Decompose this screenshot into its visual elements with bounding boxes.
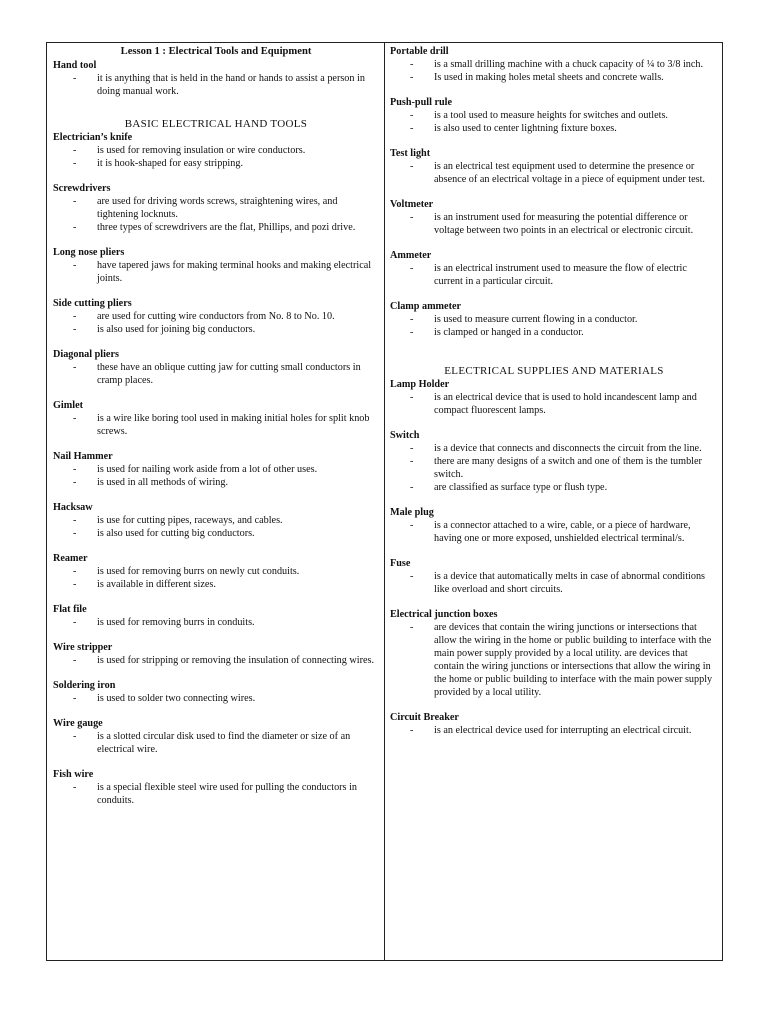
item-text: is a wire like boring tool used in making initial holes for split knob screws. — [97, 413, 370, 437]
item-text: is used in all methods of wiring. — [97, 477, 229, 488]
dash-bullet: - — [410, 571, 414, 582]
entry-title: Wire gauge — [53, 718, 103, 729]
entry-items — [53, 195, 379, 234]
list-item — [53, 781, 379, 807]
list-item — [390, 442, 718, 455]
entry-items — [53, 514, 379, 540]
list-item — [53, 144, 379, 157]
entry — [53, 399, 379, 438]
entry-title: Reamer — [53, 553, 88, 564]
dash-bullet: - — [410, 443, 414, 454]
item-text: is a device that automatically melts in case of abnormal conditions like overload and short circuits. — [434, 571, 706, 595]
entry — [53, 552, 379, 591]
list-item — [53, 412, 379, 438]
list-item — [53, 476, 379, 489]
dash-bullet: - — [73, 196, 77, 207]
list-item — [53, 259, 379, 285]
list-item — [53, 310, 379, 323]
entry — [390, 198, 718, 237]
entry-items — [390, 519, 718, 545]
list-item — [390, 724, 718, 737]
right-entries-list — [390, 45, 718, 339]
list-item — [53, 361, 379, 387]
lesson-title: Lesson 1 : Electrical Tools and Equipment — [120, 46, 312, 57]
dash-bullet: - — [73, 464, 77, 475]
entry-title: Electrical junction boxes — [390, 609, 498, 620]
dash-bullet: - — [73, 731, 77, 742]
item-text: it is anything that is held in the hand or hands to assist a person in doing manual work. — [97, 73, 365, 97]
list-item — [390, 262, 718, 288]
dash-bullet: - — [410, 72, 414, 83]
entry-title: Hacksaw — [53, 502, 93, 513]
item-text: is used for stripping or removing the insulation of connecting wires. — [97, 655, 374, 666]
dash-bullet: - — [410, 110, 414, 121]
item-text: are devices that contain the wiring junctions or intersections that allow the wiring in the home or public building to interface with the main power supply provided by a local utility. are devices that contain the wiring junctions or intersections that allow the wiring in the home or public building to interface with the main power supply provided by a local utility. — [434, 622, 713, 698]
item-text: is a device that connects and disconnects the circuit from the line. — [434, 443, 702, 454]
dash-bullet: - — [73, 693, 77, 704]
entry-items — [53, 616, 379, 629]
entry-title: Fuse — [390, 558, 411, 569]
entry — [390, 96, 718, 135]
entry — [390, 249, 718, 288]
list-item — [390, 481, 718, 494]
dash-bullet: - — [73, 413, 77, 424]
entry — [53, 348, 379, 387]
item-text: is a slotted circular disk used to find the diameter or size of an electrical wire. — [97, 731, 351, 755]
list-item — [390, 519, 718, 545]
dash-bullet: - — [73, 528, 77, 539]
item-text: these have an oblique cutting jaw for cutting small conductors in cramp places. — [97, 362, 361, 386]
entry — [390, 608, 718, 699]
dash-bullet: - — [73, 324, 77, 335]
item-text: is used for removing burrs on newly cut conduits. — [97, 566, 300, 577]
entry-items — [53, 730, 379, 756]
basic-tools-heading: BASIC ELECTRICAL HAND TOOLS — [124, 118, 308, 130]
item-text: are used for cutting wire conductors from No. 8 to No. 10. — [97, 311, 335, 322]
entry-title: Long nose pliers — [53, 247, 125, 258]
item-text: Is used in making holes metal sheets and concrete walls. — [434, 72, 664, 83]
dash-bullet: - — [410, 263, 414, 274]
list-item — [390, 122, 718, 135]
dash-bullet: - — [73, 617, 77, 628]
entry — [53, 246, 379, 285]
left-entries-list — [53, 131, 379, 807]
item-text: is used for removing insulation or wire conductors. — [97, 145, 306, 156]
entry-title: Electrician’s knife — [53, 132, 133, 143]
entry-items — [390, 621, 718, 699]
supplies-heading: ELECTRICAL SUPPLIES AND MATERIALS — [444, 365, 664, 377]
list-item — [390, 160, 718, 186]
item-text: is a small drilling machine with a chuck capacity of ¼ to 3/8 inch. — [434, 59, 704, 70]
dash-bullet: - — [410, 59, 414, 70]
entry-title: Side cutting pliers — [53, 298, 132, 309]
list-item — [53, 565, 379, 578]
item-text: is a tool used to measure heights for switches and outlets. — [434, 110, 668, 121]
entry-title: Nail Hammer — [53, 451, 113, 462]
dash-bullet: - — [73, 579, 77, 590]
item-text: is clamped or hanged in a conductor. — [434, 327, 584, 338]
entry — [53, 297, 379, 336]
entry-title: Portable drill — [390, 46, 449, 57]
entry-items — [390, 211, 718, 237]
document-page — [46, 42, 723, 961]
dash-bullet: - — [73, 782, 77, 793]
entry-items — [390, 724, 718, 737]
dash-bullet: - — [410, 456, 414, 467]
entry-title: Soldering iron — [53, 680, 116, 691]
entry — [53, 450, 379, 489]
entry-items — [53, 310, 379, 336]
entry-items — [390, 262, 718, 288]
entry — [390, 45, 718, 84]
entry-title: Wire stripper — [53, 642, 113, 653]
list-item — [390, 109, 718, 122]
item-text: is an instrument used for measuring the potential difference or voltage between two points in an electrical or electronic circuit. — [434, 212, 694, 236]
item-text: is also used for cutting big conductors. — [97, 528, 255, 539]
entry-title: Hand tool — [53, 60, 97, 71]
list-item — [390, 621, 718, 699]
entry-items — [53, 463, 379, 489]
item-text: it is hook-shaped for easy stripping. — [97, 158, 243, 169]
dash-bullet: - — [73, 158, 77, 169]
hand-tool-items — [53, 72, 379, 98]
dash-bullet: - — [410, 482, 414, 493]
list-item — [53, 616, 379, 629]
item-text: is used for removing burrs in conduits. — [97, 617, 255, 628]
entry-title: Test light — [390, 148, 431, 159]
list-item — [53, 195, 379, 221]
entry-title: Flat file — [53, 604, 87, 615]
list-item — [390, 391, 718, 417]
dash-bullet: - — [410, 123, 414, 134]
list-item — [53, 157, 379, 170]
entry — [53, 717, 379, 756]
dash-bullet: - — [410, 622, 414, 633]
item-text: is a connector attached to a wire, cable, or a piece of hardware, having one or more exposed, unshielded electrical terminal/s. — [434, 520, 691, 544]
entry — [390, 147, 718, 186]
entry — [53, 641, 379, 667]
section-spacer — [390, 351, 718, 365]
dash-bullet: - — [73, 477, 77, 488]
entry-items — [390, 391, 718, 417]
entry-items — [390, 58, 718, 84]
entry-items — [53, 654, 379, 667]
item-text: is an electrical device that is used to hold incandescent lamp and compact fluorescent lamps. — [434, 392, 697, 416]
list-item — [53, 654, 379, 667]
entry-items — [53, 259, 379, 285]
list-item — [390, 326, 718, 339]
dash-bullet: - — [73, 73, 77, 84]
list-item — [390, 58, 718, 71]
item-text: is also used to center lightning fixture boxes. — [434, 123, 617, 134]
item-text: is available in different sizes. — [97, 579, 216, 590]
entry-title: Voltmeter — [390, 199, 434, 210]
list-item — [53, 463, 379, 476]
entry-items — [53, 781, 379, 807]
entry-items — [53, 361, 379, 387]
entry — [390, 711, 718, 737]
item-text: have tapered jaws for making terminal hooks and making electrical joints. — [97, 260, 372, 284]
entry — [390, 557, 718, 596]
dash-bullet: - — [73, 566, 77, 577]
dash-bullet: - — [410, 725, 414, 736]
dash-bullet: - — [73, 145, 77, 156]
list-item — [53, 527, 379, 540]
entry — [390, 429, 718, 494]
item-text: there are many designs of a switch and one of them is the tumbler switch. — [434, 456, 702, 480]
list-item — [53, 72, 379, 98]
list-item — [390, 71, 718, 84]
dash-bullet: - — [73, 311, 77, 322]
item-text: is also used for joining big conductors. — [97, 324, 256, 335]
list-item — [53, 730, 379, 756]
item-text: are classified as surface type or flush type. — [434, 482, 608, 493]
entry-title: Clamp ammeter — [390, 301, 462, 312]
list-item — [53, 221, 379, 234]
item-text: is an electrical device used for interrupting an electrical circuit. — [434, 725, 692, 736]
dash-bullet: - — [410, 520, 414, 531]
list-item — [390, 313, 718, 326]
entry-items — [390, 160, 718, 186]
dash-bullet: - — [73, 222, 77, 233]
list-item — [390, 211, 718, 237]
entry-items — [390, 313, 718, 339]
entry-items — [390, 570, 718, 596]
entry — [53, 501, 379, 540]
entry-title: Ammeter — [390, 250, 432, 261]
list-item — [53, 514, 379, 527]
dash-bullet: - — [73, 655, 77, 666]
item-text: is use for cutting pipes, raceways, and cables. — [97, 515, 283, 526]
entry-items — [390, 442, 718, 494]
entry-title: Circuit Breaker — [390, 712, 459, 723]
list-item — [53, 692, 379, 705]
dash-bullet: - — [410, 161, 414, 172]
dash-bullet: - — [410, 212, 414, 223]
entry — [53, 182, 379, 234]
item-text: is an electrical test equipment used to determine the presence or absence of an electrical voltage in a piece of equipment under test. — [434, 161, 705, 185]
dash-bullet: - — [73, 362, 77, 373]
item-text: is used to measure current flowing in a conductor. — [434, 314, 638, 325]
entry — [53, 131, 379, 170]
entry-items — [53, 565, 379, 591]
supplies-entries-list — [390, 378, 718, 737]
item-text: is used to solder two connecting wires. — [97, 693, 256, 704]
right-column — [390, 45, 718, 749]
dash-bullet: - — [73, 515, 77, 526]
list-item — [53, 323, 379, 336]
hand-tool-entry — [53, 59, 379, 98]
item-text: three types of screwdrivers are the flat, Phillips, and pozi drive. — [97, 222, 356, 233]
entry-items — [53, 692, 379, 705]
dash-bullet: - — [73, 260, 77, 271]
dash-bullet: - — [410, 392, 414, 403]
dash-bullet: - — [410, 327, 414, 338]
entry-title: Screwdrivers — [53, 183, 111, 194]
entry — [53, 603, 379, 629]
list-item — [390, 455, 718, 481]
list-item — [390, 570, 718, 596]
entry-title: Switch — [390, 430, 420, 441]
entry-title: Fish wire — [53, 769, 94, 780]
entry-title: Gimlet — [53, 400, 83, 411]
entry-title: Push-pull rule — [390, 97, 452, 108]
entry — [390, 378, 718, 417]
entry-title: Male plug — [390, 507, 434, 518]
entry-title: Lamp Holder — [390, 379, 450, 390]
entry — [390, 300, 718, 339]
left-column — [53, 45, 379, 819]
entry — [53, 679, 379, 705]
entry-items — [53, 144, 379, 170]
entry-items — [390, 109, 718, 135]
item-text: is a special flexible steel wire used for pulling the conductors in conduits. — [97, 782, 357, 806]
dash-bullet: - — [410, 314, 414, 325]
list-item — [53, 578, 379, 591]
entry — [390, 506, 718, 545]
item-text: are used for driving words screws, straightening wires, and tightening locknuts. — [97, 196, 338, 220]
entry — [53, 768, 379, 807]
item-text: is an electrical instrument used to measure the flow of electric current in a particular circuit. — [434, 263, 687, 287]
entry-items — [53, 412, 379, 438]
item-text: is used for nailing work aside from a lot of other uses. — [97, 464, 318, 475]
entry-title: Diagonal pliers — [53, 349, 119, 360]
column-divider — [384, 43, 385, 960]
